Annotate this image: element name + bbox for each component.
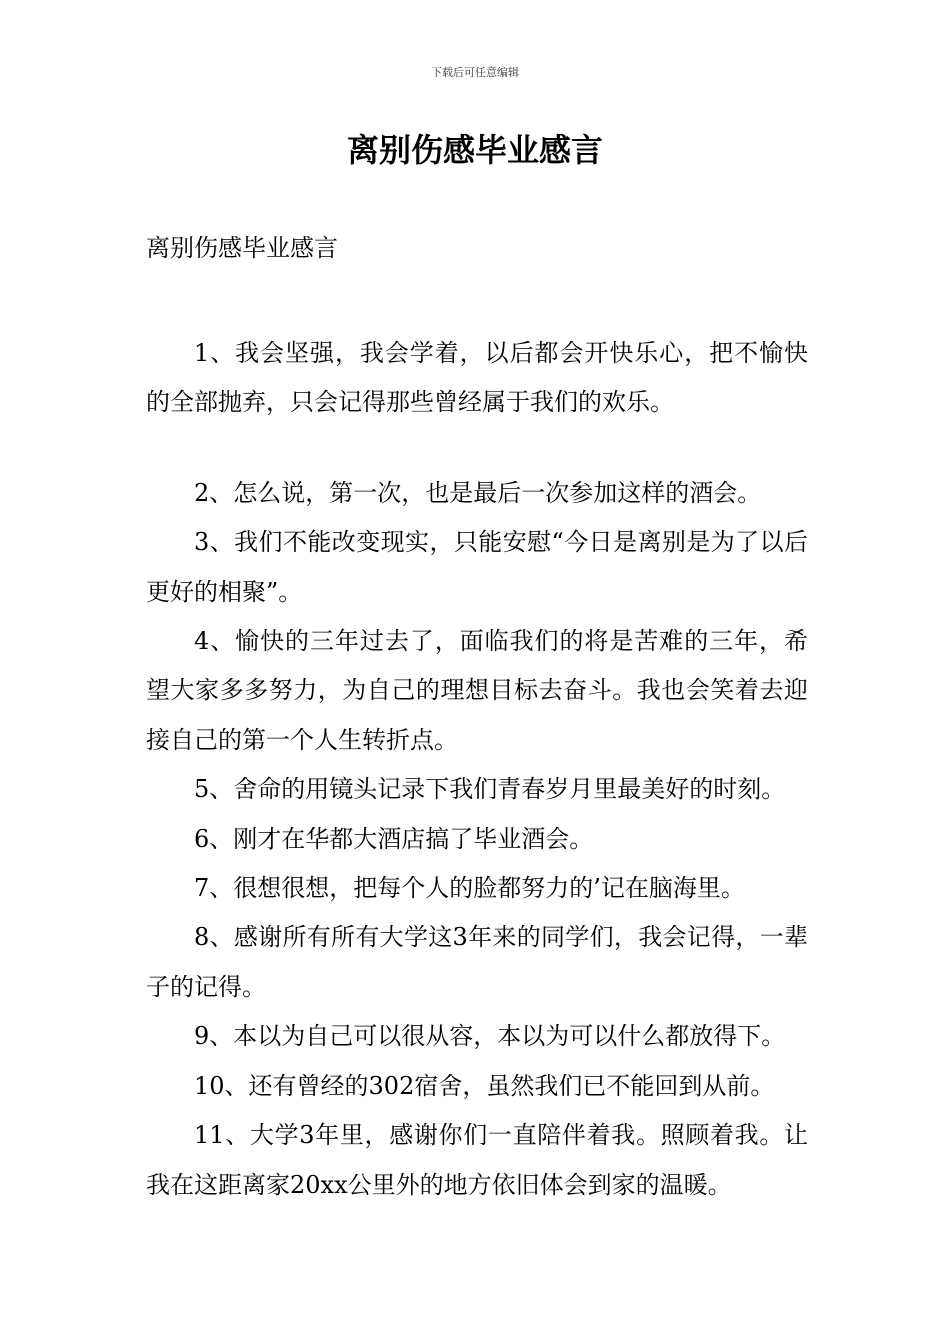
- paragraph-4: 4、愉快的三年过去了，面临我们的将是苦难的三年，希望大家多多努力，为自己的理想目标去奋斗。我也会笑着去迎接自己的第一个人生转折点。: [146, 627, 808, 754]
- paragraph-8: 8、感谢所有所有大学这3年来的同学们，我会记得，一辈子的记得。: [146, 923, 808, 1001]
- paragraph-11: 11、大学3年里，感谢你们一直陪伴着我。照顾着我。让我在这距离家20xx公里外的地方依旧体会到家的温暖。: [146, 1121, 808, 1199]
- paragraph-2: 2、怎么说，第一次，也是最后一次参加这样的酒会。: [194, 478, 762, 507]
- header-note: 下载后可任意编辑: [431, 66, 519, 79]
- paragraph-6: 6、刚才在华都大酒店搞了毕业酒会。: [194, 824, 594, 853]
- paragraph-3: 3、我们不能改变现实，只能安慰“今日是离别是为了以后更好的相聚”。: [146, 528, 808, 606]
- paragraph-10: 10、还有曾经的302宿舍，虽然我们已不能回到从前。: [194, 1071, 775, 1100]
- document-body: [146, 329, 808, 1210]
- paragraph-7: 7、很想很想，把每个人的脸都努力的’记在脑海里。: [194, 874, 745, 903]
- document-subtitle: 离别伤感毕业感言: [146, 234, 338, 262]
- paragraph-9: 9、本以为自己可以很从容，本以为可以什么都放得下。: [194, 1022, 786, 1051]
- document-title: 离别伤感毕业感言: [346, 131, 603, 169]
- paragraph-5: 5、舍命的用镜头记录下我们青春岁月里最美好的时刻。: [194, 775, 786, 804]
- paragraph-1: 1、我会坚强，我会学着，以后都会开快乐心，把不愉快的全部抛弃，只会记得那些曾经属于我们的欢乐。: [146, 339, 808, 417]
